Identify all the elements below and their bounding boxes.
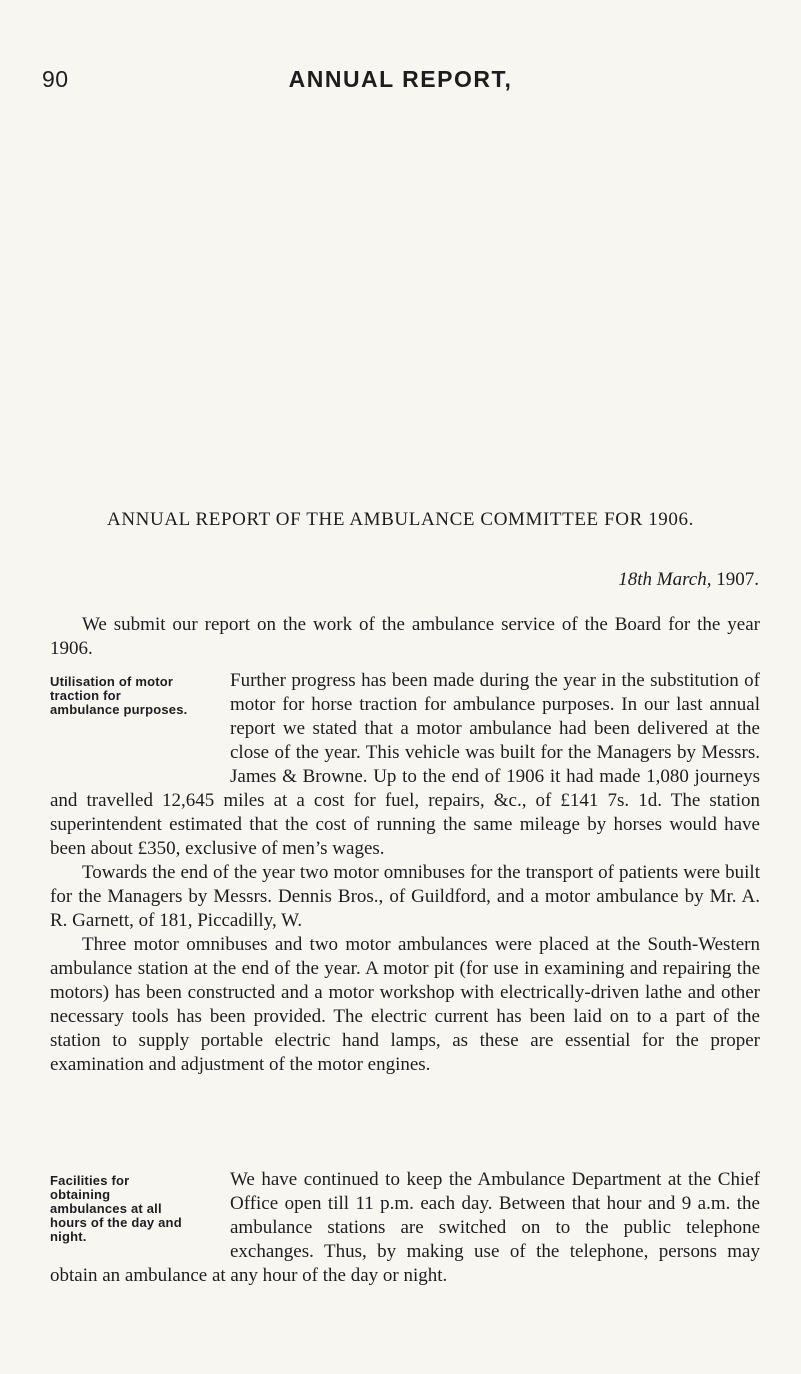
paragraph-omnibuses: Towards the end of the year two motor omnibuses for the transport of patients were built for the Managers by Messrs. Dennis Bros., of Guildford, and a motor ambulance by Mr. A. R. Garnett, of 181, Piccadilly, W. <box>50 862 760 931</box>
paragraph-text: Further progress has been made during the year in the substitution of motor for horse traction for ambulance purposes. In our last annual report we stated that a motor ambulance had been delivered at the close of the year. This vehicle was built for the Managers by Messrs. James & Browne. Up to the end of 1906 it had made 1,080 journeys and travelled 12,645 miles at a cost for fuel, repairs, &c., of £141 7s. 1d. The station superintendent estimated that the cost of running the same mileage by horses would have been about £350, exclusive of men’s wages. <box>50 670 760 859</box>
paragraph-station: Three motor omnibuses and two motor ambulances were placed at the South-Western ambulance station at the end of the year. A motor pit (for use in examining and repairing the motors) has been constructed and a motor workshop with electrically-driven lathe and other necessary tools has been provided. The electric current has been laid on to a part of the station to supply portable electric hand lamps, as these are essential for the proper examination and adjustment of the motor engines. <box>50 934 760 1075</box>
page-number: 90 <box>42 66 69 92</box>
paragraph-text: We have continued to keep the Ambulance Department at the Chief Office open till 11 p.m. each day. Between that hour and 9 a.m. the ambulance stations are switched on to the public telephone exchanges. Thus, by making use of the telephone, persons may obtain an ambulance at any hour of the day or night. <box>50 1169 760 1286</box>
paragraph-facilities <box>50 1168 760 1288</box>
side-note-facilities: Facilities for obtaining ambulances at all hours of the day and night. <box>50 1173 182 1244</box>
report-date-day: 18th March, <box>618 569 712 590</box>
report-date <box>618 569 759 591</box>
intro-paragraph: We submit our report on the work of the ambulance service of the Board for the year 1906. <box>50 614 760 659</box>
running-head: ANNUAL REPORT, <box>288 66 513 92</box>
margin-note-space <box>50 669 230 789</box>
paragraph-motor-traction <box>50 669 760 861</box>
report-date-year: 1907. <box>716 569 759 590</box>
margin-note-space <box>50 1168 230 1264</box>
report-title: ANNUAL REPORT OF THE AMBULANCE COMMITTEE FOR 1906. <box>107 509 694 530</box>
side-note-motor-traction: Utilisation of motor traction for ambulance purposes. <box>50 674 188 717</box>
